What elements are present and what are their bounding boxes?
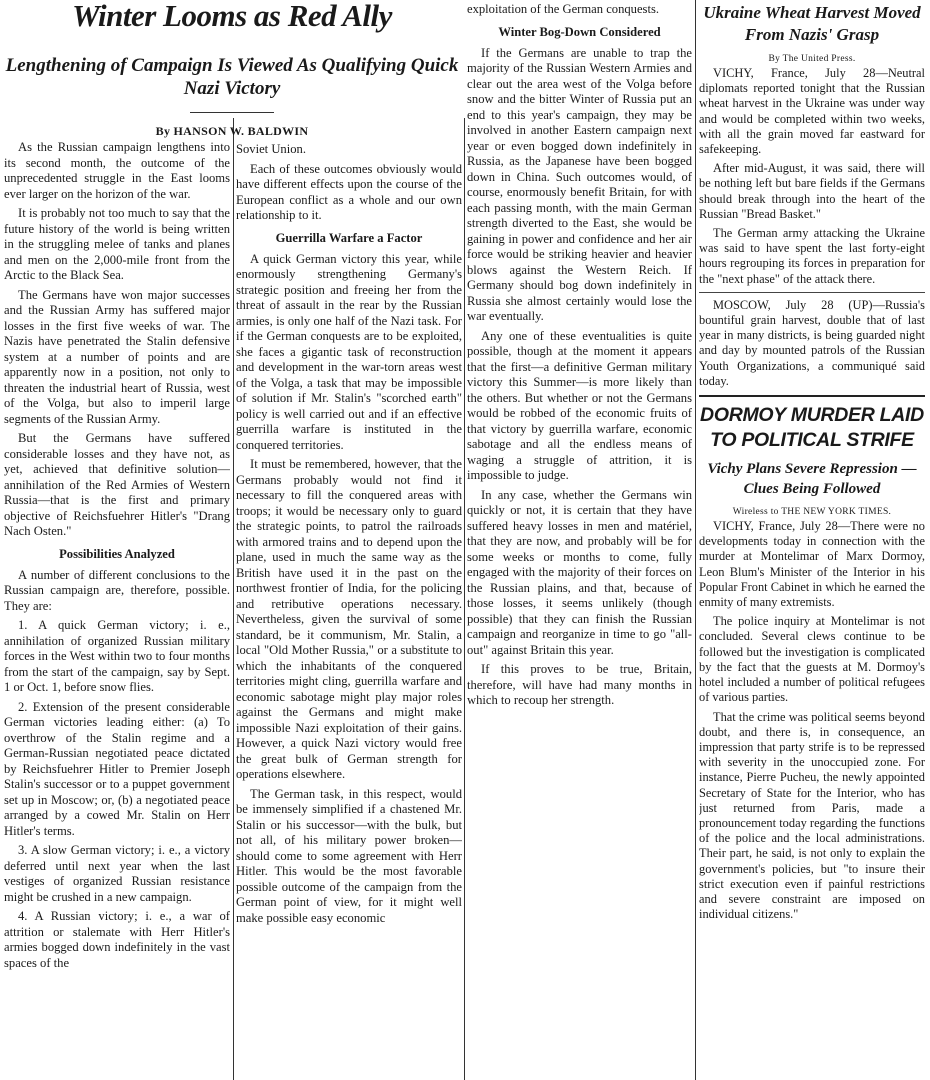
- paragraph: 3. A slow German victory; i. e., a victory deferred until next year when the last vestiges of organized Russian resistance might be crushed in a new campaign.: [4, 843, 230, 904]
- dormoy-headline: DORMOY MURDER LAID TO POLITICAL STRIFE: [700, 404, 924, 452]
- paragraph: If the Germans are unable to trap the majority of the Russian Western Armies and clear out the area west of the Volga before snow and the bitter Winter of Russia put an end to this year's campaign, they may be involved in another Eastern campaign next year or even bogged down indefinitely in Russia, as the Japanese have been bogged down in China. Such outcomes would, of course, enormously benefit Britain, for with each passing month, with the main German strength diverted to the East, she would be gaining in power and confidence and her air force would be striking heavier and heavier blows against the Western Reich. If Germany should bog down indefinitely in Russia she almost certainly would lose the war eventually.: [467, 45, 692, 323]
- paragraph: After mid-August, it was said, there will be nothing left but bare fields if the Germans should break through into the heart of the Russian "Bread Basket.": [699, 161, 925, 221]
- paragraph: The German army attacking the Ukraine was said to have spent the last forty-eight hours regrouping its forces in preparation for the "next phase" of the attack there.: [699, 226, 925, 286]
- paragraph: Any one of these eventualities is quite possible, though at the moment it appears that the first—a definitive German military victory this Summer—is more likely than the others. But whether or not the Germans would be robbed of the economic fruits of that victory by guerrilla warfare, economic sabotage and all the endless means of waging a struggle of attrition, it is impossible to judge.: [467, 328, 692, 482]
- paragraph: A quick German victory this year, while enormously strengthening Germany's strategic position and freeing her from the threat of assault in the rear by the Russian armies, is only one half of the Nazi task. For if the German conquests are to be exploited, she faces a gigantic task of reconstruction and development in the war-torn areas west of the Volga, a task that may be impossible of solution if Mr. Stalin's "scorched earth" policy is well carried out and if an effective guerrilla warfare is instituted in the conquered territories.: [236, 251, 462, 452]
- wire-credit: By The United Press.: [768, 54, 856, 64]
- paragraph: As the Russian campaign lengthens into its second month, the outcome of the unprecedented struggle in the East looms ever larger on the horizon of the war.: [4, 140, 230, 201]
- divider: [699, 292, 925, 293]
- main-deck: Lengthening of Campaign Is Viewed As Qualifying Quick Nazi Victory: [5, 55, 459, 99]
- paragraph: It is probably not too much to say that the future history of the world is being written in the struggling melee of tanks and planes and men on the 2,000-mile front from the Arctic to the Black Sea.: [4, 206, 230, 282]
- ukraine-headline: Ukraine Wheat Harvest Moved From Nazis' Grasp: [703, 3, 921, 44]
- paragraph: 1. A quick German victory; i. e., annihilation of organized Russian military forces in the West within two to four months from the start of the campaign, say by Sept. 1 or Oct. 1, before snow flies.: [4, 618, 230, 694]
- paragraph: It must be remembered, however, that the Germans probably would not find it necessary to fill the conquered areas with troops; it would be necessary only to guard the strategic points, to patrol the railroads with armored trains and to depend upon the plane, used in much the same way as the British have used it in the past on the northwest frontier of India, for the policing and retributive operations necessary. Nevertheless, given the survival of some standard, be it communism, Mr. Stalin, a local "Old Mother Russia," or a substitute to which the inhabitants of the conquered territories might cling, guerrilla warfare and economic sabotage might play major roles against the Germans and might make impossible Nazi exploitation of their gains. However, a quick Nazi victory would free the great bulk of German strength for operations elsewhere.: [236, 457, 462, 781]
- wire-credit: Wireless to THE NEW YORK TIMES.: [732, 507, 892, 518]
- divider: [699, 395, 925, 397]
- paragraph: Soviet Union.: [236, 142, 306, 156]
- dormoy-deck: Vichy Plans Severe Repression —Clues Being Followed: [707, 461, 917, 498]
- column-rule: [233, 118, 234, 1080]
- subhead: Guerrilla Warfare a Factor: [275, 230, 423, 245]
- paragraph: But the Germans have suffered considerable losses and they have not, as yet, achieved that definitive solution—annihilation of the Red Armies of Western Russia—that is the first and primary objective of Reichsfuehrer Hitler's "Drang Nach Osten.": [4, 431, 230, 538]
- paragraph: In any case, whether the Germans win quickly or not, it is certain that they have suffered heavy losses in men and matériel, that they are now, and probably will be for some weeks or months to come, fully engaged with the majority of their forces on the Russian plains, and that, because of those losses, it seems unlikely (though possible) that they can finish the Russian campaign and reorganize in time to go "all-out" against Britain this year.: [467, 487, 692, 657]
- paragraph: VICHY, France, July 28—Neutral diplomats reported tonight that the Russian wheat harvest in the Ukraine was under way and would be completed within two weeks, with all the grain moved far eastward for safekeeping.: [699, 66, 925, 157]
- paragraph: The German task, in this respect, would be immensely simplified if a chastened Mr. Stalin or his successor—with the bulk, but not all, of his military power broken—should come to some agreement with Herr Hitler. This would be the most favorable possible outcome of the campaign from the German point of view, for it might well make possible easy economic: [236, 786, 462, 925]
- paragraph: MOSCOW, July 28 (UP)—Russia's bountiful grain harvest, double that of last year in many districts, is being guarded night and day by mounted patrols of the Russian Youth Organizations, a communiqué said today.: [699, 297, 925, 388]
- article-column-4: [699, 2, 925, 1080]
- article-column-3: [467, 2, 692, 1080]
- paragraph: VICHY, France, July 28—There were no developments today in connection with the murder at Montelimar of Marx Dormoy, Leon Blum's Minister of the Interior in his Popular Front Cabinet in which he earned the enmity of many extremists.: [699, 519, 925, 610]
- paragraph: exploitation of the German conquests.: [467, 2, 660, 16]
- paragraph: If this proves to be true, Britain, therefore, will have had many months in which to recoup her strength.: [467, 662, 692, 707]
- divider: [190, 112, 274, 113]
- main-headline: Winter Looms as Red Ally: [72, 0, 392, 33]
- subhead: Winter Bog-Down Considered: [498, 24, 661, 39]
- paragraph: 2. Extension of the present considerable German victories leading either: (a) To overthrow of the Stalin regime and a German-Russian negotiated peace dictated by Reichsfuehrer Hitler to Premier Joseph Stalin's successor or to a puppet government set up in Moscow; or, (b) a negotiated peace arranged by a cowed Mr. Stalin on Herr Hitler's terms.: [4, 699, 230, 838]
- column-rule: [464, 118, 465, 1080]
- paragraph: Each of these outcomes obviously would have different effects upon the course of the European conflict as a whole and our own relationship to it.: [236, 161, 462, 222]
- paragraph: The Germans have won major successes and the Russian Army has suffered major losses in the first five weeks of war. The Nazis have penetrated the Stalin defensive system at a number of points and are apparently now in a position, not only to threaten the industrial heart of Russia, west of the Volga, but also to imperil large segments of the Russian Army.: [4, 287, 230, 426]
- article-column-2: [236, 142, 462, 1080]
- paragraph: The police inquiry at Montelimar is not concluded. Several clews continue to be followed but the investigation is complicated by the fact that the guests at M. Dormoy's hotel included a number of political refugees of various parties.: [699, 614, 925, 705]
- paragraph: 4. A Russian victory; i. e., a war of attrition or stalemate with Herr Hitler's armies bogged down indefinitely in the vast spaces of the: [4, 909, 230, 970]
- column-rule: [695, 0, 696, 1080]
- paragraph: That the crime was political seems beyond doubt, and there is, in consequence, an impression that party strife is to be repressed with severity in the unoccupied zone. For instance, Pierre Pucheu, the newly appointed Secretary of State for the Interior, who has just returned from Paris, made a pronouncement today regarding the functions of the police and the local administrations. Their part, he said, is not only to explain the government's policies, but "to insure their strict execution even if painful restrictions and severe constraint are imposed on individual citizens.": [699, 709, 925, 922]
- article-column-1: [4, 140, 230, 1080]
- byline: By HANSON W. BALDWIN: [155, 124, 309, 138]
- paragraph: A number of different conclusions to the Russian campaign are, therefore, possible. They are:: [4, 567, 230, 613]
- subhead: Possibilities Analyzed: [59, 546, 175, 561]
